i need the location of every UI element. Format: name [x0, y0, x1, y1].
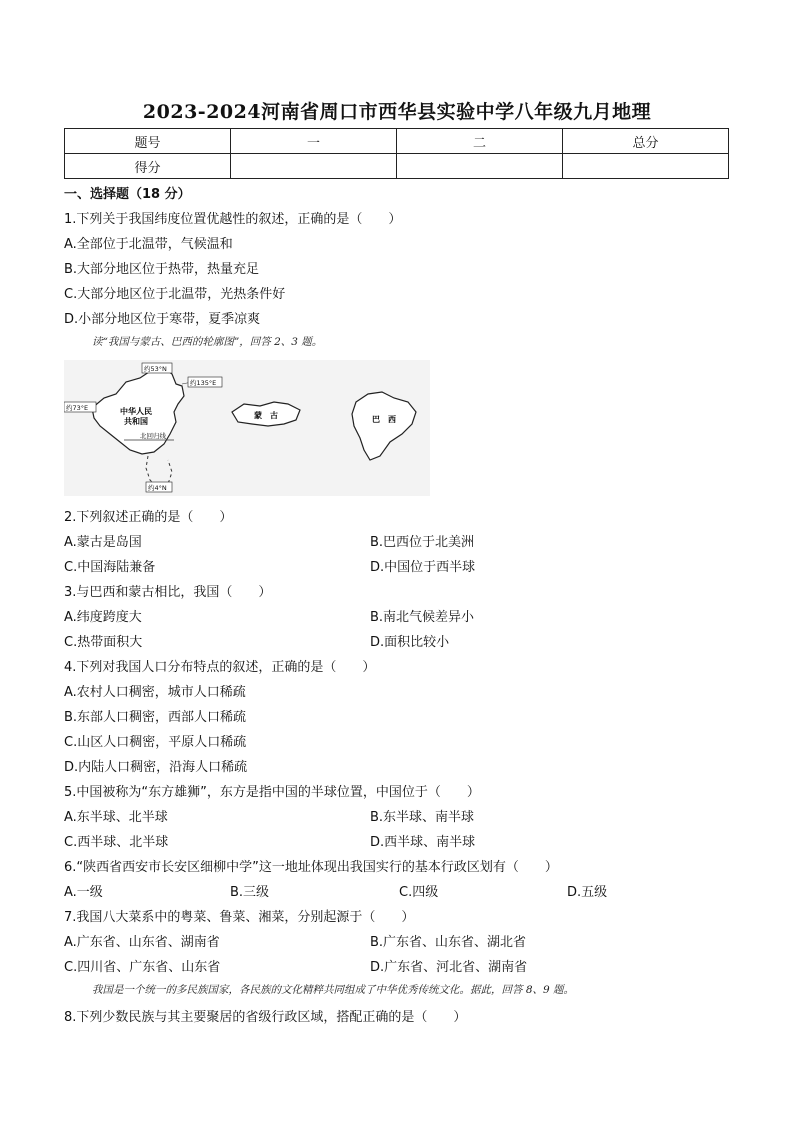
option-c: C.四川省、广东省、山东省 [64, 960, 221, 975]
outline-map-figure [64, 360, 430, 496]
option-a: A.一级 [64, 885, 103, 900]
table-row [65, 154, 729, 179]
instruction-note: 读“我国与蒙古、巴西的轮廓图”，回答 2、3 题。 [92, 336, 323, 348]
question-stem: 8.下列少数民族与其主要聚居的省级行政区域，搭配正确的是（ ） [64, 1010, 467, 1025]
table-cell [231, 154, 397, 179]
table-cell [563, 154, 729, 179]
mongolia-label: 蒙 古 [254, 411, 278, 420]
map-svg [64, 360, 430, 496]
option-c: C.山区人口稠密，平原人口稀疏 [64, 735, 247, 750]
label-135e: 约135°E [190, 379, 217, 387]
page-title: 2023-2024河南省周口市西华县实验中学八年级九月地理 [142, 101, 652, 123]
table-row [65, 129, 729, 154]
option-b: B.东部人口稠密，西部人口稀疏 [64, 710, 247, 725]
option-c: C.热带面积大 [64, 635, 143, 650]
option-c: C.大部分地区位于北温带，光热条件好 [64, 287, 286, 302]
section-heading: 一、选择题（18 分） [64, 187, 191, 202]
option-d: D.五级 [567, 885, 608, 900]
question-stem: 1.下列关于我国纬度位置优越性的叙述，正确的是（ ） [64, 212, 402, 227]
option-b: B.三级 [230, 885, 270, 900]
option-b: B.大部分地区位于热带，热量充足 [64, 262, 260, 277]
option-b: B.南北气候差异小 [370, 610, 475, 625]
table-cell: 总分 [563, 129, 729, 154]
option-d: D.小部分地区位于寒带，夏季凉爽 [64, 312, 261, 327]
table-cell: 二 [397, 129, 563, 154]
question-stem: 6.“陕西省西安市长安区细柳中学”这一地址体现出我国实行的基本行政区划有（ ） [64, 860, 558, 875]
label-73e: 约73°E [66, 404, 89, 412]
table-cell: 得分 [65, 154, 231, 179]
question-stem: 2.下列叙述正确的是（ ） [64, 510, 233, 525]
tropic-label: 北回归线 [140, 432, 166, 440]
label-53n: 约53°N [144, 365, 167, 373]
option-d: D.面积比较小 [370, 635, 450, 650]
question-stem: 4.下列对我国人口分布特点的叙述，正确的是（ ） [64, 660, 376, 675]
option-d: D.西半球、南半球 [370, 835, 476, 850]
brazil-label: 巴 西 [372, 415, 396, 424]
table-cell: 题号 [65, 129, 231, 154]
question-stem: 5.中国被称为“东方雄狮”，东方是指中国的半球位置，中国位于（ ） [64, 785, 480, 800]
label-4n: 约4°N [148, 484, 167, 492]
instruction-note: 我国是一个统一的多民族国家，各民族的文化精粹共同组成了中华优秀传统文化。据此，回答 8、9 题。 [92, 984, 575, 996]
china-label-2: 共和国 [124, 417, 148, 426]
option-a: A.农村人口稠密，城市人口稀疏 [64, 685, 246, 700]
option-b: B.巴西位于北美洲 [370, 535, 475, 550]
option-d: D.广东省、河北省、湖南省 [370, 960, 528, 975]
option-a: A.纬度跨度大 [64, 610, 142, 625]
option-c: C.四级 [399, 885, 439, 900]
china-label-1: 中华人民 [120, 407, 152, 416]
option-a: A.全部位于北温带，气候温和 [64, 237, 233, 252]
option-a: A.东半球、北半球 [64, 810, 168, 825]
option-a: A.蒙古是岛国 [64, 535, 142, 550]
option-c: C.中国海陆兼备 [64, 560, 156, 575]
score-table [64, 128, 729, 179]
option-b: B.东半球、南半球 [370, 810, 475, 825]
question-stem: 7.我国八大菜系中的粤菜、鲁菜、湘菜，分别起源于（ ） [64, 910, 415, 925]
option-d: D.内陆人口稠密，沿海人口稀疏 [64, 760, 248, 775]
table-cell: 一 [231, 129, 397, 154]
option-a: A.广东省、山东省、湖南省 [64, 935, 220, 950]
option-c: C.西半球、北半球 [64, 835, 169, 850]
table-cell [397, 154, 563, 179]
option-b: B.广东省、山东省、湖北省 [370, 935, 527, 950]
option-d: D.中国位于西半球 [370, 560, 476, 575]
question-stem: 3.与巴西和蒙古相比，我国（ ） [64, 585, 272, 600]
